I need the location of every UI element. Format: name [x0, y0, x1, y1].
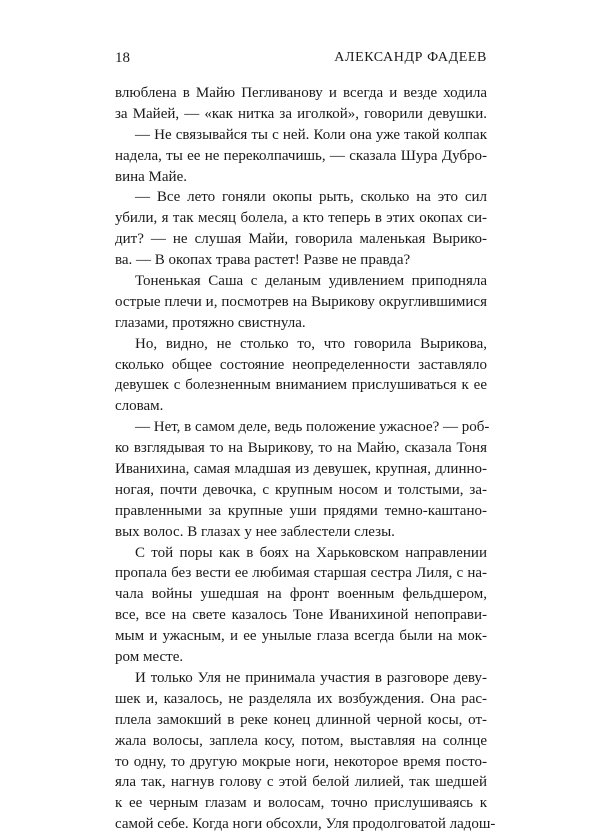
text-line: — Нет, в самом деле, ведь положение ужасное? — роб-	[135, 419, 490, 436]
text-line: С той поры как в боях на Харьковском направлении	[135, 544, 487, 561]
text-line: то одну, то другую мокрые ноги, некоторое время посто-	[115, 753, 487, 770]
text-line: вина Майе.	[115, 168, 187, 185]
text-line: самой себе. Когда ноги обсохли, Уля продолговатой ладош-	[115, 816, 496, 833]
text-line: Тоненькая Саша с деланым удивлением приподняла	[135, 273, 487, 290]
text-line: — Все лето гоняли окопы рыть, сколько на это сил	[135, 189, 487, 206]
text-line: И только Уля не принимала участия в разговоре деву-	[135, 669, 487, 686]
text-line: глазами, протяжно свистнула.	[115, 314, 306, 331]
text-line: ром месте.	[115, 649, 184, 666]
text-line: словам.	[115, 398, 164, 415]
text-line: Иванихина, самая младшая из девушек, крупная, длинно-	[115, 461, 487, 478]
text-line: сколько общее состояние неопределенности заставляло	[115, 356, 487, 373]
running-head-author: АЛЕКСАНДР ФАДЕЕВ	[334, 50, 487, 65]
running-header	[115, 48, 487, 68]
text-line: яла так, нагнув голову с этой белой лилией, так шедшей	[115, 774, 487, 791]
text-line: за Майей, — «как нитка за иголкой», говорили девушки.	[115, 105, 487, 122]
text-line: жала волосы, заплела косу, потом, выставляя на солнце	[115, 732, 487, 749]
text-line: чала войны ушедшая на фронт военным фельдшером,	[115, 586, 487, 603]
text-line: ногая, почти девочка, с крупным носом и толстыми, за-	[115, 481, 487, 498]
page-number: 18	[115, 50, 130, 66]
text-line: плела замокший в реке конец длинной черной косы, от-	[115, 711, 487, 728]
text-line: острые плечи и, посмотрев на Вырикову округлившимися	[115, 293, 487, 310]
text-line: надела, ты ее не переколпачишь, — сказала Шура Дубро-	[115, 147, 487, 164]
text-line: мым и ужасным, и ее унылые глаза всегда были на мок-	[115, 628, 487, 645]
text-line: шек и, казалось, не разделяла их возбуждения. Она рас-	[115, 690, 487, 707]
text-line: ва. — В окопах трава растет! Разве не правда?	[115, 252, 411, 269]
text-line: пропала без вести ее любимая старшая сестра Лиля, с на-	[115, 565, 487, 582]
text-line: — Не связывайся ты с ней. Коли она уже такой колпак	[135, 126, 487, 143]
text-line: Но, видно, не столько то, что говорила Вырикова,	[135, 335, 487, 352]
text-line: влюблена в Майю Пегливанову и всегда и везде ходила	[115, 85, 487, 101]
text-line: к ее черным глазам и волосам, точно прислушиваясь к	[115, 795, 487, 812]
body-text	[115, 83, 496, 835]
text-line: убили, я так месяц болела, а кто теперь в этих окопах си-	[115, 210, 487, 227]
text-line: вых волос. В глазах у нее заблестели слезы.	[115, 523, 395, 540]
text-line: девушек с болезненным вниманием прислушиваться к ее	[115, 377, 487, 394]
text-line: все, все на свете казалось Тоне Иванихиной непоправи-	[115, 607, 487, 624]
text-line: дит? — не слушая Майи, говорила маленькая Вырико-	[115, 231, 487, 248]
text-line: правленными за крупные уши прядями темно-каштано-	[115, 502, 487, 519]
text-line: ко взглядывая то на Вырикову, то на Майю, сказала Тоня	[115, 440, 487, 457]
